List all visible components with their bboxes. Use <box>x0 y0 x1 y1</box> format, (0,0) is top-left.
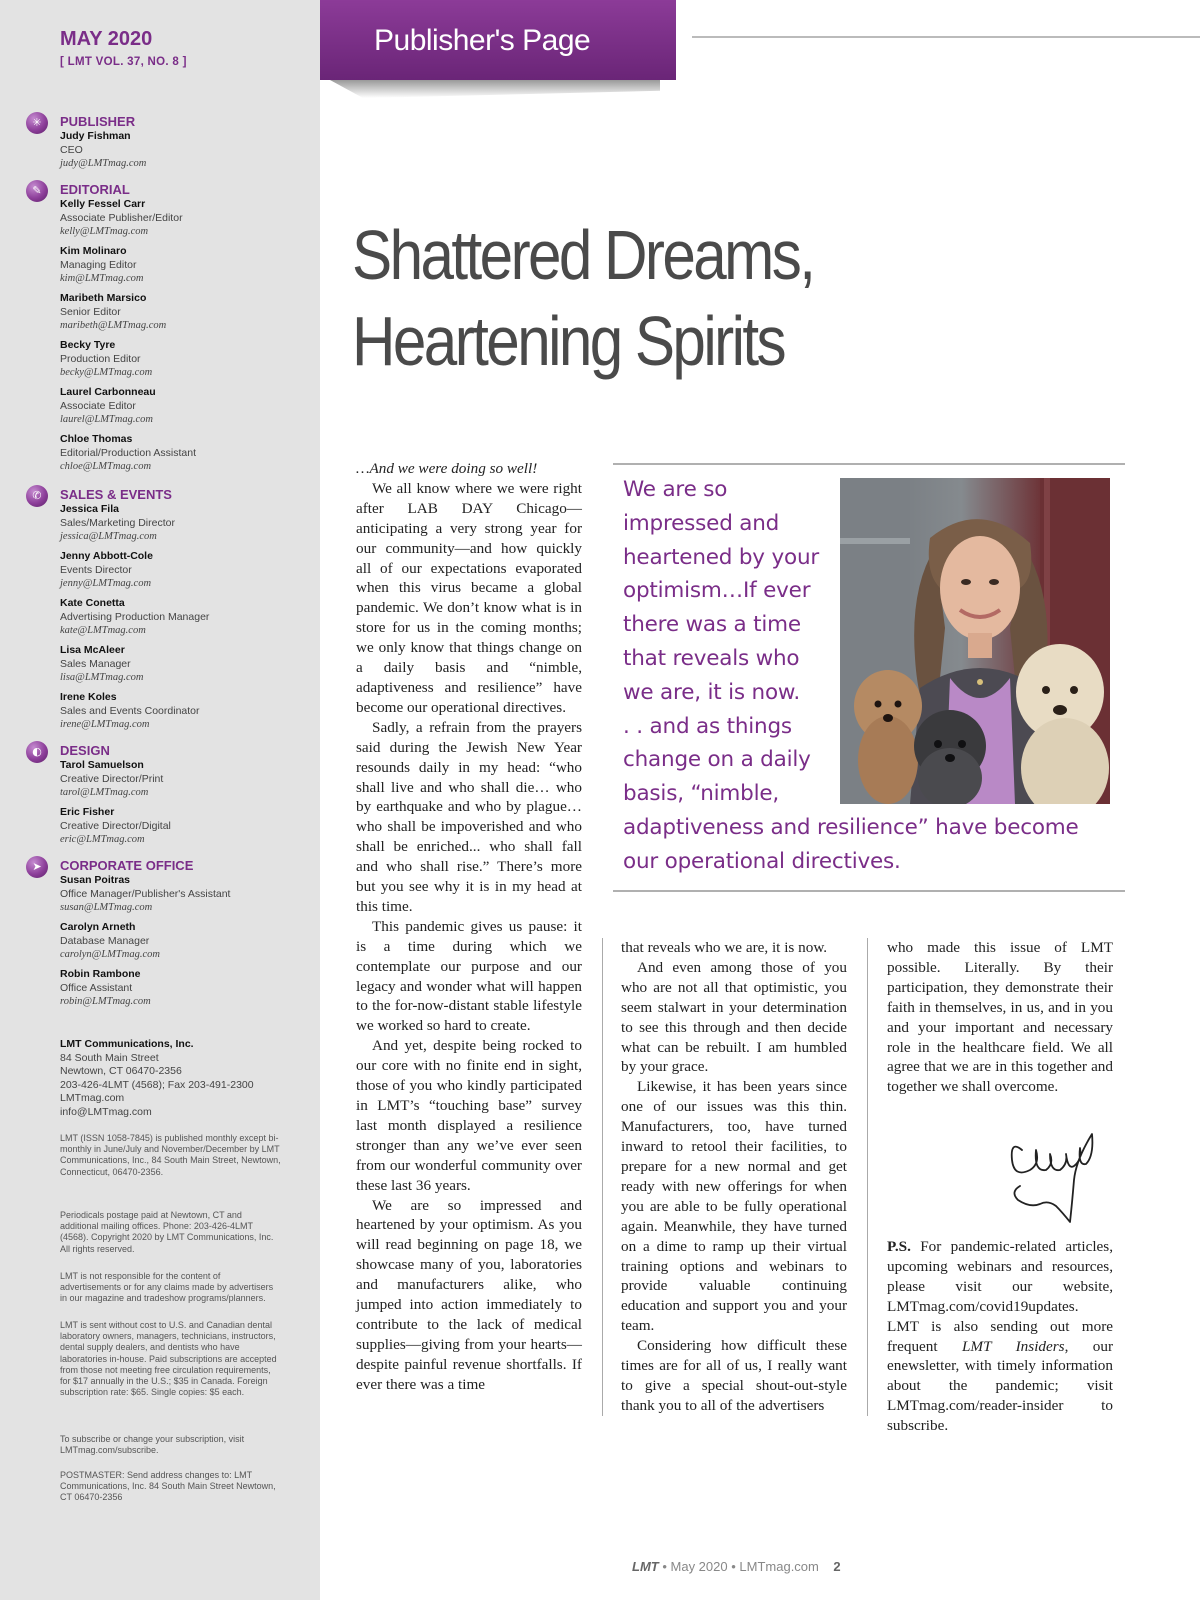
publication-notice: LMT (ISSN 1058-7845) is published monthly except bi-monthly in June/July and November/December by LMT Communications, Inc., 84 South Main Street, Newtown, Connecticut, 06470-2356. <box>60 1133 281 1177</box>
pull-quote-line: optimism…If ever <box>623 578 811 604</box>
pull-quote-line: adaptiveness and resilience” have become <box>623 814 1079 840</box>
section-title: PUBLISHER <box>60 114 136 129</box>
staff-name: Tarol Samuelson <box>60 759 144 771</box>
staff-name: Robin Rambone <box>60 968 141 980</box>
article-paragraph: Considering how difficult these times are for all of us, I really want to give a special shout-out-style thank you to all of the advertisers <box>621 1337 847 1414</box>
staff-name: Lisa McAleer <box>60 644 125 656</box>
staff-entry <box>60 245 143 286</box>
paper-plane-icon: ➤ <box>26 856 48 878</box>
staff-entry <box>60 644 143 685</box>
staff-entry <box>60 292 166 333</box>
banner-shadow <box>330 80 660 98</box>
staff-email[interactable]: jenny@LMTmag.com <box>60 578 152 589</box>
staff-role: Senior Editor <box>60 305 121 318</box>
staff-name: Jenny Abbott-Cole <box>60 550 153 562</box>
subscribe-notice: To subscribe or change your subscription, visit LMTmag.com/subscribe. <box>60 1434 245 1456</box>
column-divider <box>867 938 868 1416</box>
article-paragraph: This pandemic gives us pause: it is a time during which we contemplate our purpose and our legacy and wonder what will happen to the for-now-distant stable lifestyle we worked so hard to create. <box>356 917 582 1035</box>
page-number: 2 <box>833 1559 841 1574</box>
postage-notice: Periodicals postage paid at Newtown, CT and additional mailing offices. Phone: 203-426-4LMT (4568). Copyright 2020 by LMT Communications, Inc. All rights reserved. <box>60 1210 274 1254</box>
postmaster-notice: POSTMASTER: Send address changes to: LMT Communications, Inc. 84 South Main Street Newtown, CT 06470-2356 <box>60 1470 276 1503</box>
staff-email[interactable]: judy@LMTmag.com <box>60 158 147 169</box>
pull-quote-line: change on a daily <box>623 747 811 773</box>
article-column-3 <box>887 938 1113 1097</box>
signature-mark <box>1000 1120 1104 1230</box>
staff-role: Advertising Production Manager <box>60 610 210 623</box>
header-rule <box>692 36 1200 38</box>
masthead-sidebar <box>0 0 320 1600</box>
staff-entry <box>60 597 209 638</box>
article-lead: …And we were doing so well! <box>356 460 538 477</box>
pull-quote-line: we are, it is now. <box>623 679 800 705</box>
company-phone: 203-426-4LMT (4568); Fax 203-491-2300 <box>60 1078 254 1091</box>
company-website[interactable]: LMTmag.com <box>60 1092 125 1104</box>
column-divider <box>602 938 603 1416</box>
staff-name: Maribeth Marsico <box>60 292 147 304</box>
pen-icon: ✎ <box>26 180 48 202</box>
footer-spacer <box>823 1559 830 1574</box>
staff-role: Sales and Events Coordinator <box>60 704 200 717</box>
staff-role: CEO <box>60 143 83 156</box>
article-column-1 <box>356 459 582 1395</box>
staff-name: Kim Molinaro <box>60 245 127 257</box>
staff-name: Susan Poitras <box>60 874 131 886</box>
footer-separator: • <box>662 1559 671 1574</box>
article-paragraph: And yet, despite being rocked to our core with no finite end in sight, those of you who kindly participated in LMT’s “touching base” survey last month displayed a resilience stronger than any we’ve ever seen from our wonderful community over these last 36 years. <box>356 1037 582 1194</box>
staff-entry <box>60 550 153 591</box>
megaphone-icon: ✆ <box>26 485 48 507</box>
pullquote-top-rule <box>613 463 1125 465</box>
postscript <box>887 1237 1113 1436</box>
postscript-text <box>887 1237 1113 1436</box>
article-paragraph: And even among those of you who are not all that optimistic, you seem stalwart in your determination to see this through and then decide what can be rebuilt. I am humbled by your grace. <box>621 958 847 1076</box>
staff-entry <box>60 433 196 474</box>
ps-part-1: For pandemic-related articles, upcoming webinars and resources, please visit our website, LMTmag.com/covid19updates. LMT is also sending out more frequent <box>887 1238 1113 1355</box>
advertiser-disclaimer: LMT is not responsible for the content of advertisements or for any claims made by advertisers in our magazine and tradeshow programs/planners. <box>60 1271 274 1304</box>
company-info <box>60 1038 290 1119</box>
staff-name: Kate Conetta <box>60 597 125 609</box>
company-address: 84 South Main Street <box>60 1051 159 1064</box>
staff-role: Associate Editor <box>60 399 136 412</box>
staff-role: Creative Director/Digital <box>60 819 171 832</box>
article-paragraph: We all know where we were right after LAB DAY Chicago—anticipating a very strong year for our community—and how quickly all of our expectations evaporated when this virus became a global pandemic. We don’t know what is in store for us in the coming months; we only know that things change on a daily basis and “nimble, adaptiveness and resilience” have become our operational directives. <box>356 479 582 716</box>
pull-quote-line: We are so <box>623 477 728 502</box>
pullquote-bottom-rule <box>613 890 1125 892</box>
staff-email[interactable]: laurel@LMTmag.com <box>60 414 153 425</box>
staff-email[interactable]: kate@LMTmag.com <box>60 625 146 636</box>
article-column-2 <box>621 938 847 1416</box>
staff-entry <box>60 503 175 544</box>
subscription-notice: LMT is sent without cost to U.S. and Canadian dental laboratory owners, managers, technicians, instructors, dental supply dealers, and dentists who have laboratories in-house. Paid subscriptions are accepted from those not meeting free circulation requirements, for $17 annually in the U.S.; $35 in Canada. Foreign subscription rate: $65. Single copies: $5 each. <box>60 1320 277 1398</box>
staff-email[interactable]: tarol@LMTmag.com <box>60 787 149 798</box>
staff-role: Production Editor <box>60 352 141 365</box>
staff-role: Office Manager/Publisher's Assistant <box>60 887 231 900</box>
staff-entry <box>60 759 163 800</box>
pull-quote-line: there was a time <box>623 612 801 638</box>
staff-email[interactable]: chloe@LMTmag.com <box>60 461 152 472</box>
staff-role: Managing Editor <box>60 258 137 271</box>
staff-role: Sales/Marketing Director <box>60 516 175 529</box>
staff-role: Sales Manager <box>60 657 131 670</box>
pull-quote-line: our operational directives. <box>623 848 901 874</box>
ps-label: P.S. <box>887 1238 911 1255</box>
staff-entry <box>60 130 146 171</box>
staff-entry <box>60 198 183 239</box>
staff-name: Jessica Fila <box>60 503 119 515</box>
staff-entry <box>60 386 156 427</box>
company-name: LMT Communications, Inc. <box>60 1038 194 1050</box>
staff-email[interactable]: kelly@LMTmag.com <box>60 226 149 237</box>
staff-entry <box>60 921 160 962</box>
staff-name: Kelly Fessel Carr <box>60 198 146 210</box>
ps-newsletter-name: LMT Insiders <box>961 1337 1065 1355</box>
staff-email[interactable]: susan@LMTmag.com <box>60 902 153 913</box>
article-paragraph: who made this issue of LMT possible. Literally. By their participation, they demonstrate their faith in themselves, in us, and in you and your important and necessary role in the healthcare field. We all agree that we are in this together and together we shall overcome. <box>887 939 1113 1096</box>
staff-name: Irene Koles <box>60 691 117 703</box>
publisher-photo <box>840 478 1110 804</box>
article-paragraph: that reveals who we are, it is now. <box>621 939 828 956</box>
banner-title: Publisher's Page <box>374 24 591 57</box>
pull-quote-line: . . and as things <box>623 713 792 739</box>
article-paragraph: Likewise, it has been years since one of our issues was this thin. Manufacturers, too, have turned inward to retool their facilities, to prepare for a new normal and get ready with new offerings for when you are able to be fully operational again. Meanwhile, they have turned on a dime to ramp up their virtual training options and webinars to provide valuable continuing education and support you and your team. <box>621 1078 847 1335</box>
article-paragraph: We are so impressed and heartened by your optimism. As you will read beginning on page 18, we showcase many of you, laboratories and manufacturers alike, who jumped into action immediately to contribute to the lack of medical supplies—giving from your hearts—despite painful revenue shortfalls. If ever there was a time <box>356 1196 582 1393</box>
publisher-signature <box>1000 1120 1104 1230</box>
staff-email[interactable]: jessica@LMTmag.com <box>60 531 157 542</box>
staff-entry <box>60 968 151 1009</box>
section-title: CORPORATE OFFICE <box>60 858 194 873</box>
staff-email[interactable]: lisa@LMTmag.com <box>60 672 144 683</box>
staff-email[interactable]: irene@LMTmag.com <box>60 719 150 730</box>
palette-icon: ◐ <box>26 741 48 763</box>
footer-site[interactable]: LMTmag.com <box>739 1559 819 1574</box>
staff-name: Laurel Carbonneau <box>60 386 156 398</box>
staff-entry <box>60 691 200 732</box>
footer-brand: LMT <box>632 1559 659 1574</box>
staff-name: Eric Fisher <box>60 806 115 818</box>
staff-email[interactable]: eric@LMTmag.com <box>60 834 145 845</box>
staff-role: Database Manager <box>60 934 150 947</box>
staff-name: Becky Tyre <box>60 339 116 351</box>
article-paragraph: Sadly, a refrain from the prayers said during the Jewish New Year resounds daily in my head: “who shall live and who shall die… who by earthquake and who by plague…who shall be impoverished and who shall be enriched... who shall fall and who shall rise.” There’s more but you see why it is in my head at this time. <box>356 718 582 915</box>
footer-separator: • <box>731 1559 740 1574</box>
staff-role: Editorial/Production Assistant <box>60 446 196 459</box>
issue-volume: [ LMT VOL. 37, NO. 8 ] <box>60 56 187 68</box>
company-email[interactable]: info@LMTmag.com <box>60 1105 152 1118</box>
ps-part-2: , our enewsletter, with timely information about the pandemic; visit LMTmag.com/reader-insider to subscribe. <box>887 1337 1113 1435</box>
company-city: Newtown, CT 06470-2356 <box>60 1065 182 1077</box>
issue-date: MAY 2020 <box>60 28 153 50</box>
article-headline <box>352 212 813 384</box>
staff-role: Office Assistant <box>60 981 133 994</box>
starburst-icon: ✳ <box>26 112 48 134</box>
staff-entry <box>60 874 230 915</box>
page-footer <box>632 1559 841 1574</box>
staff-email[interactable]: robin@LMTmag.com <box>60 996 151 1007</box>
section-title: SALES & EVENTS <box>60 487 172 502</box>
headline-line: Heartening Spirits <box>352 302 785 380</box>
pull-quote-line: that reveals who <box>623 645 800 671</box>
staff-name: Carolyn Arneth <box>60 921 136 933</box>
staff-role: Events Director <box>60 563 132 576</box>
staff-email[interactable]: kim@LMTmag.com <box>60 273 144 284</box>
staff-role: Creative Director/Print <box>60 772 164 785</box>
staff-entry <box>60 339 152 380</box>
section-title: EDITORIAL <box>60 182 130 197</box>
staff-name: Judy Fishman <box>60 130 131 142</box>
section-title: DESIGN <box>60 743 110 758</box>
staff-email[interactable]: maribeth@LMTmag.com <box>60 320 167 331</box>
staff-name: Chloe Thomas <box>60 433 133 445</box>
headline-line: Shattered Dreams, <box>352 216 814 294</box>
staff-role: Associate Publisher/Editor <box>60 211 183 224</box>
pull-quote-line: impressed and <box>623 510 780 536</box>
staff-email[interactable]: carolyn@LMTmag.com <box>60 949 160 960</box>
staff-entry <box>60 806 171 847</box>
pull-quote-line: basis, “nimble, <box>623 781 780 807</box>
footer-date: May 2020 <box>670 1559 728 1574</box>
staff-email[interactable]: becky@LMTmag.com <box>60 367 153 378</box>
publisher-with-dogs-illustration <box>840 478 1110 804</box>
pull-quote-line: heartened by your <box>623 544 820 570</box>
